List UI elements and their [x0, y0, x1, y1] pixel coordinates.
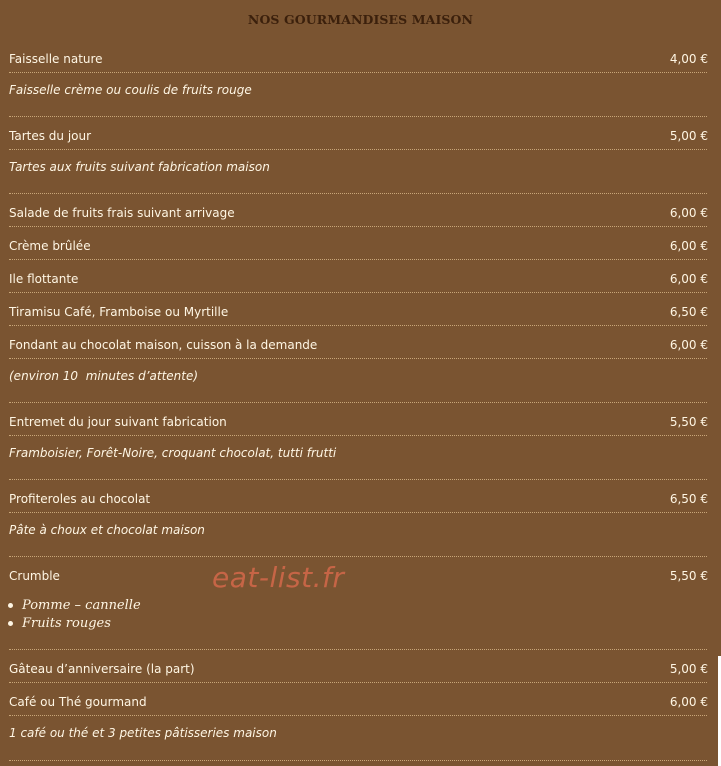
divider — [9, 556, 707, 557]
divider — [9, 226, 707, 227]
menu-item — [9, 119, 707, 152]
menu-item — [9, 482, 707, 515]
menu-item-price: 6,50 € — [669, 304, 708, 319]
menu-item-name: Ile flottante — [9, 271, 79, 286]
divider — [9, 682, 707, 683]
menu-item-description — [9, 359, 707, 392]
menu-item-name: Crumble — [9, 568, 60, 583]
menu-item-price: 6,00 € — [669, 337, 708, 352]
menu-item-description-text: 1 café ou thé et 3 petites pâtisseries maison — [9, 725, 277, 740]
divider — [9, 760, 707, 761]
menu-item-description — [9, 150, 707, 183]
watermark: eat-list.fr — [212, 561, 345, 594]
divider — [9, 116, 707, 117]
divider — [9, 479, 707, 480]
menu-item — [9, 262, 707, 295]
menu-item — [9, 196, 707, 229]
menu-item — [9, 405, 707, 438]
menu-title: NOS GOURMANDISES MAISON — [247, 12, 474, 27]
menu-item-description-text: Faisselle crème ou coulis de fruits rouge — [9, 82, 252, 97]
menu-item-price: 4,00 € — [669, 51, 708, 66]
menu-item — [9, 652, 707, 685]
menu-item-price: 6,00 € — [669, 238, 708, 253]
menu-item-price: 5,00 € — [669, 661, 708, 676]
menu-item-description — [9, 513, 707, 546]
menu-item-name: Salade de fruits frais suivant arrivage — [9, 205, 235, 220]
bullet-icon — [8, 621, 13, 626]
list-item — [8, 615, 141, 633]
divider — [9, 193, 707, 194]
menu-item-price: 5,50 € — [669, 414, 708, 429]
menu-item-description-text: Tartes aux fruits suivant fabrication maison — [9, 159, 270, 174]
menu-item-name: Faisselle nature — [9, 51, 103, 66]
menu-item — [9, 559, 707, 592]
menu-item-description — [9, 436, 707, 469]
menu-item-price: 6,00 € — [669, 694, 708, 709]
menu-item-description — [9, 73, 707, 106]
divider — [9, 649, 707, 650]
divider — [9, 259, 707, 260]
menu-item-name: Entremet du jour suivant fabrication — [9, 414, 227, 429]
menu-item-price: 6,50 € — [669, 491, 708, 506]
menu-item-name: Tiramisu Café, Framboise ou Myrtille — [9, 304, 229, 319]
divider — [9, 292, 707, 293]
menu-item — [9, 295, 707, 328]
menu-item — [9, 685, 707, 718]
menu-item — [9, 229, 707, 262]
divider — [9, 325, 707, 326]
menu-item-name: Café ou Thé gourmand — [9, 694, 147, 709]
menu-item-price: 5,50 € — [669, 568, 708, 583]
menu-item-name: Gâteau d’anniversaire (la part) — [9, 661, 195, 676]
menu-item-name: Fondant au chocolat maison, cuisson à la demande — [9, 337, 318, 352]
divider — [9, 402, 707, 403]
menu-item-name: Tartes du jour — [9, 128, 92, 143]
bullet-icon — [8, 603, 13, 608]
list-item-text: Pomme – cannelle — [22, 598, 141, 613]
menu-item-name: Profiteroles au chocolat — [9, 491, 151, 506]
menu-item-description — [9, 716, 707, 749]
crumble-flavor-list — [8, 597, 141, 632]
menu-item-price: 5,00 € — [669, 128, 708, 143]
menu-item-price: 6,00 € — [669, 205, 708, 220]
list-item — [8, 597, 141, 615]
menu-item-description-text: Pâte à choux et chocolat maison — [9, 522, 205, 537]
menu-item-price: 6,00 € — [669, 271, 708, 286]
menu-item — [9, 42, 707, 75]
menu-item-name: Crème brûlée — [9, 238, 91, 253]
menu-item-description-text: (environ 10 minutes d’attente) — [9, 368, 199, 383]
menu-item — [9, 328, 707, 361]
list-item-text: Fruits rouges — [22, 615, 111, 631]
menu-item-description-text: Framboisier, Forêt-Noire, croquant chocolat, tutti frutti — [9, 445, 337, 460]
